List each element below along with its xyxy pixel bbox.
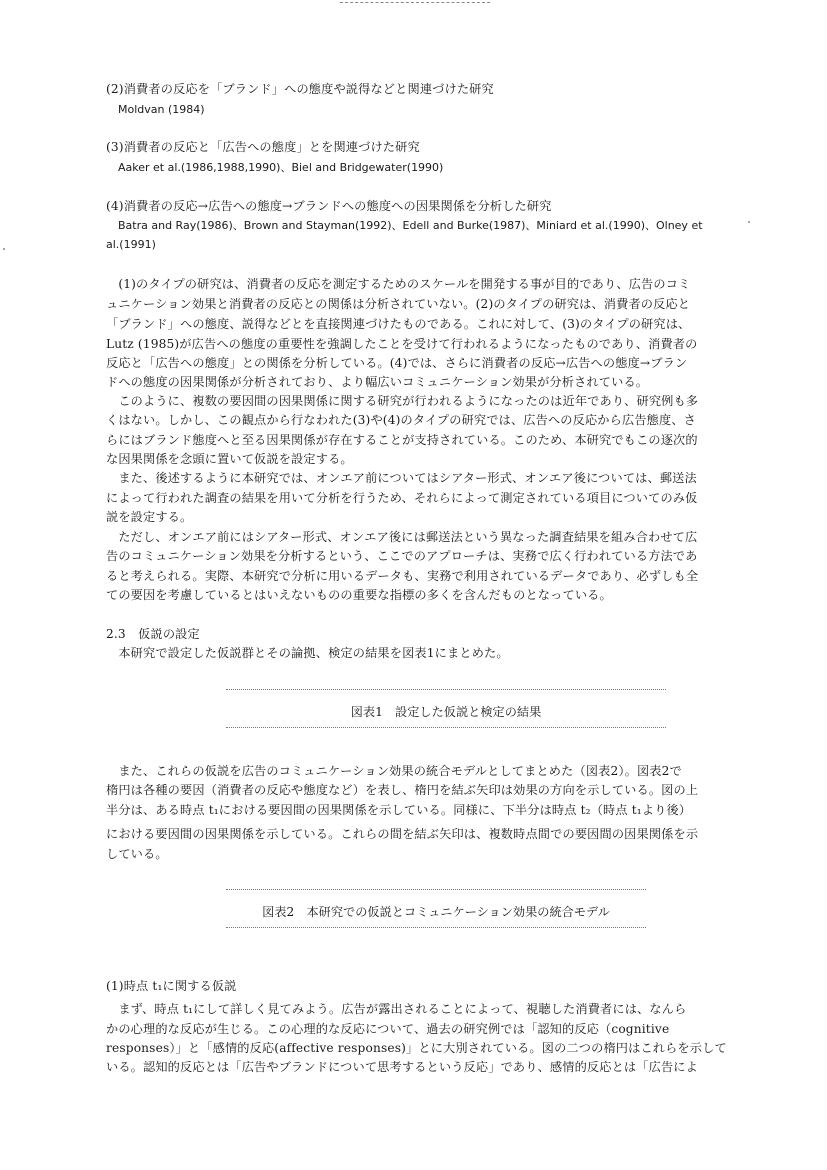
reference-line: Batra and Ray(1986)、Brown and Stayman(1992)、Edell and Burke(1987)、Miniard et al.(1990)、Olney et: [118, 219, 703, 232]
scan-speck: [3, 248, 5, 250]
text-line: また、これらの仮説を広告のコミュニケーション効果の統合モデルとしてまとめた（図表2）。図表2で: [106, 764, 682, 778]
top-scan-mark: [340, 2, 490, 4]
figure2-caption: 図表2 本研究での仮説とコミュニケーション効果の統合モデル: [262, 905, 610, 919]
text-line: している。: [106, 847, 168, 861]
text-line: 説を設定する。: [106, 510, 193, 524]
text-line: ると考えられる。実際、本研究で分析に用いるデータも、実務で利用されているデータであり、必ずしも全: [106, 569, 699, 583]
reference-line: al.(1991): [106, 238, 156, 251]
text-line: 半分は、ある時点 t₁における要因間の因果関係を示している。同様に、下半分は時点 t₂（時点 t₁より後）: [106, 803, 692, 817]
figure1-bottom-rule: [226, 727, 666, 729]
figure1-caption: 図表1 設定した仮説と検定の結果: [350, 705, 542, 719]
text-line: かの心理的な反応が生じる。この心理的な反応について、過去の研究例では「認知的反応（cognitive: [106, 1022, 670, 1036]
section-heading: (2)消費者の反応を「ブランド」への態度や説得などと関連づけた研究: [106, 82, 494, 96]
text-line: 反応と「広告への態度」との関係を分析している。(4)では、さらに消費者の反応→広告への態度→ブラン: [106, 356, 688, 370]
text-line: ュニケーション効果と消費者の反応との関係は分析されていない。(2)のタイプの研究は、消費者の反応と: [106, 297, 691, 311]
text-line: いる。認知的反応とは「広告やブランドについて思考するという反応」であり、感情的反応とは「広告によ: [106, 1060, 698, 1074]
text-line: ての要因を考慮しているとはいえないものの重要な指標の多くを含んだものとなっている。: [106, 588, 612, 602]
text-line: における要因間の因果関係を示している。これらの間を結ぶ矢印は、複数時点間での要因間の因果関係を示: [106, 827, 699, 841]
reference-line: Moldvan (1984): [118, 103, 205, 116]
section-heading: (3)消費者の反応と「広告への態度」とを関連づけた研究: [106, 140, 420, 154]
text-line: ドへの態度の因果関係が分析されており、より幅広いコミュニケーション効果が分析されている。: [106, 375, 649, 389]
text-line: また、後述するように本研究では、オンエア前についてはシアター形式、オンエア後については、郵送法: [106, 471, 697, 485]
text-line: な因果関係を念頭に置いて仮説を設定する。: [106, 452, 353, 466]
section-heading: 2.3 仮説の設定: [106, 627, 200, 641]
figure2-top-rule: [226, 889, 646, 891]
text-line: responses）」と「感情的反応(affective responses)」とに大別されている。図の二つの楕円はこれらを示して: [106, 1041, 727, 1055]
text-line: 楕円は各種の要因（消費者の反応や態度など）を表し、楕円を結ぶ矢印は効果の方向を示している。図の上: [106, 783, 699, 797]
text-line: 「ブランド」への態度、説得などとを直接関連づけたものである。これに対して、(3)のタイプの研究は、: [106, 317, 691, 331]
figure2-bottom-rule: [226, 927, 646, 929]
text-line: によって行われた調査の結果を用いて分析を行うため、それらによって測定されている項目についてのみ仮: [106, 491, 698, 505]
text-line: 本研究で設定した仮説群とその論拠、検定の結果を図表1にまとめた。: [106, 646, 509, 660]
section-heading: (1)時点 t₁に関する仮説: [106, 979, 237, 993]
text-line: (1)のタイプの研究は、消費者の反応を測定するためのスケールを開発する事が目的であり、広告のコミ: [106, 277, 691, 291]
text-line: まず、時点 t₁にして詳しく見てみよう。広告が露出されることによって、視聴した消費者には、なんら: [106, 1002, 687, 1016]
text-line: 告のコミュニケーション効果を分析するという、ここでのアプローチは、実務で広く行われている方法であ: [106, 549, 698, 563]
text-line: ただし、オンエア前にはシアター形式、オンエア後には郵送法という異なった調査結果を組み合わせて広: [106, 530, 698, 544]
figure1-top-rule: [226, 689, 666, 691]
reference-line: Aaker et al.(1986,1988,1990)、Biel and Bridgewater(1990): [118, 161, 444, 174]
section-heading: (4)消費者の反応→広告への態度→ブランドへの態度への因果関係を分析した研究: [106, 199, 552, 213]
text-line: らにはブランド態度へと至る因果関係が存在することが支持されている。このため、本研究でもこの逐次的: [106, 433, 698, 447]
text-line: このように、複数の要因間の因果関係に関する研究が行われるようになったのは近年であり、研究例も多: [106, 394, 699, 408]
text-line: くはない。しかし、この観点から行なわれた(3)や(4)のタイプの研究では、広告への反応から広告態度、さ: [106, 413, 697, 427]
scan-speck: [748, 221, 750, 223]
text-line: Lutz (1985)が広告への態度の重要性を強調したことを受けて行われるようになったものであり、消費者の: [106, 337, 698, 351]
